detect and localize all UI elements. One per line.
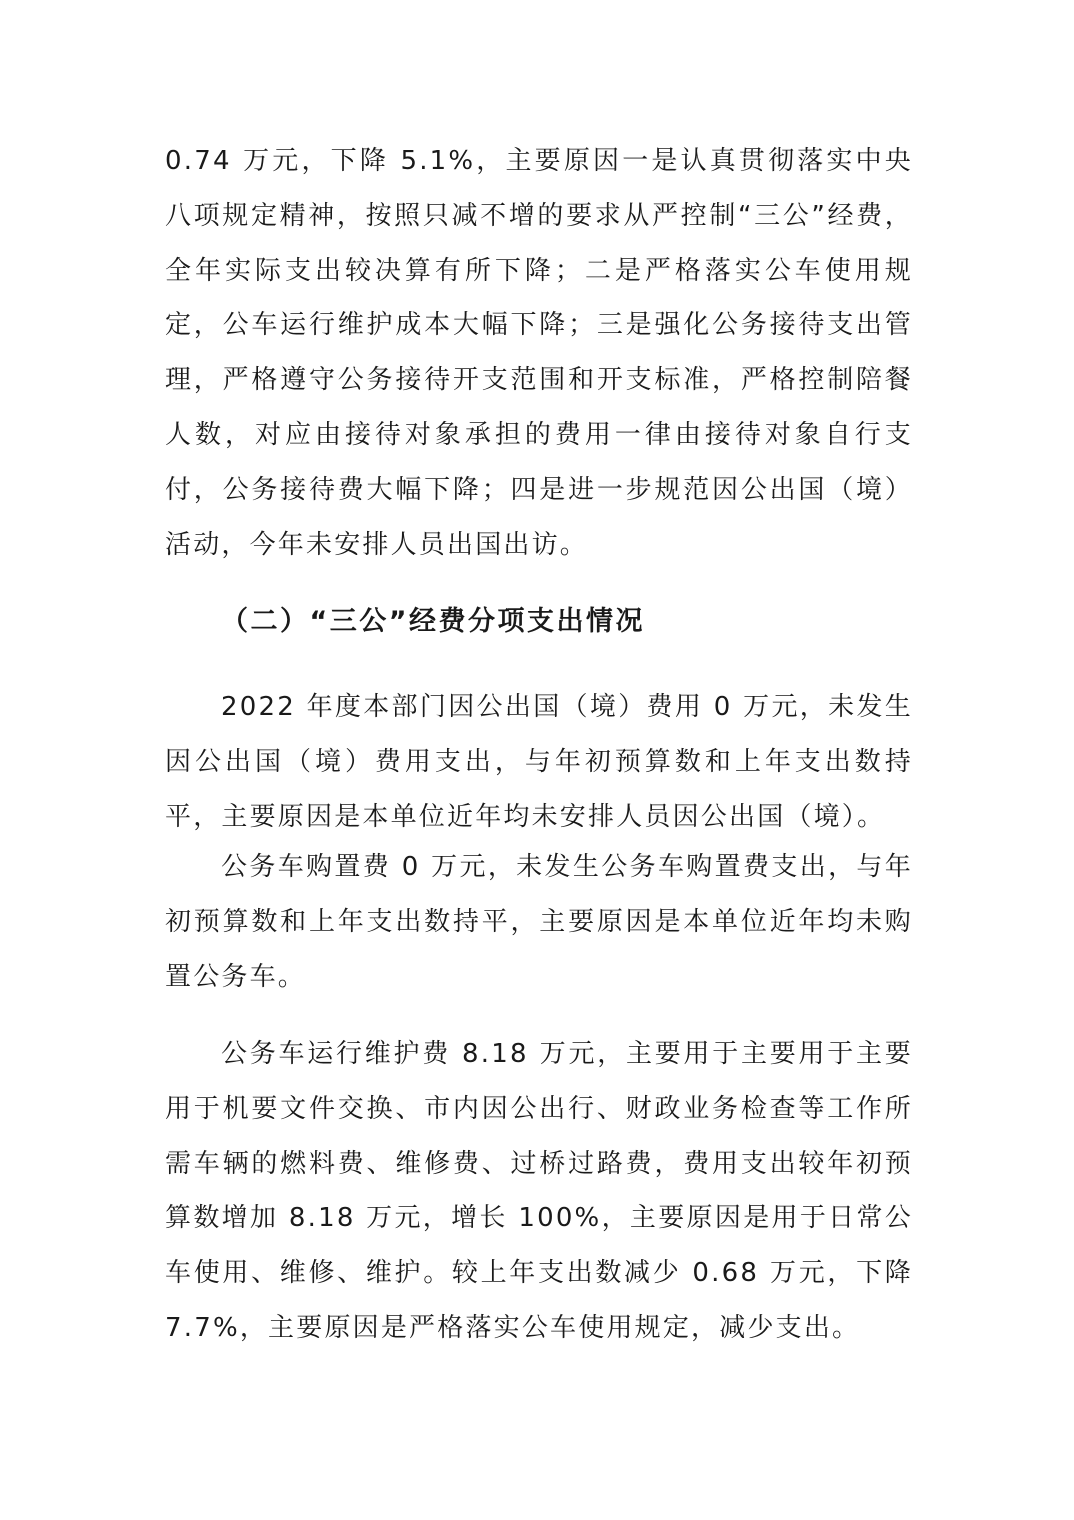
- paragraph-vehicle-purchase: 公务车购置费 0 万元，未发生公务车购置费支出，与年初预算数和上年支出数持平，主要原因是本单位近年均未购置公务车。: [165, 852, 913, 992]
- paragraph-continued-reasons: 0.74 万元，下降 5.1%，主要原因一是认真贯彻落实中央八项规定精神，按照只减不增的要求从严控制“三公”经费，全年实际支出较决算有所下降；二是严格落实公车使用规定，公车运行维护成本大幅下降；三是强化公务接待支出管理，严格遵守公务接待开支范围和开支标准，严格控制陪餐人数，对应由接待对象承担的费用一律由接待对象自行支付，公务接待费大幅下降；四是进一步规范因公出国（境）活动，今年未安排人员出国出访。: [165, 146, 913, 560]
- section-heading: （二）“三公”经费分项支出情况: [221, 606, 645, 637]
- paragraph-overseas-expenses: 2022 年度本部门因公出国（境）费用 0 万元，未发生因公出国（境）费用支出，与年初预算数和上年支出数持平，主要原因是本单位近年均未安排人员因公出国（境）。: [165, 692, 913, 832]
- paragraph-vehicle-operation: 公务车运行维护费 8.18 万元，主要用于主要用于主要用于机要文件交换、市内因公出行、财政业务检查等工作所需车辆的燃料费、维修费、过桥过路费，费用支出较年初预算数增加 8.18 万元，增长 100%，主要原因是用于日常公车使用、维修、维护。较上年支出数减少 0.68 万元，下降 7.7%，主要原因是严格落实公车使用规定，减少支出。: [165, 1039, 913, 1343]
